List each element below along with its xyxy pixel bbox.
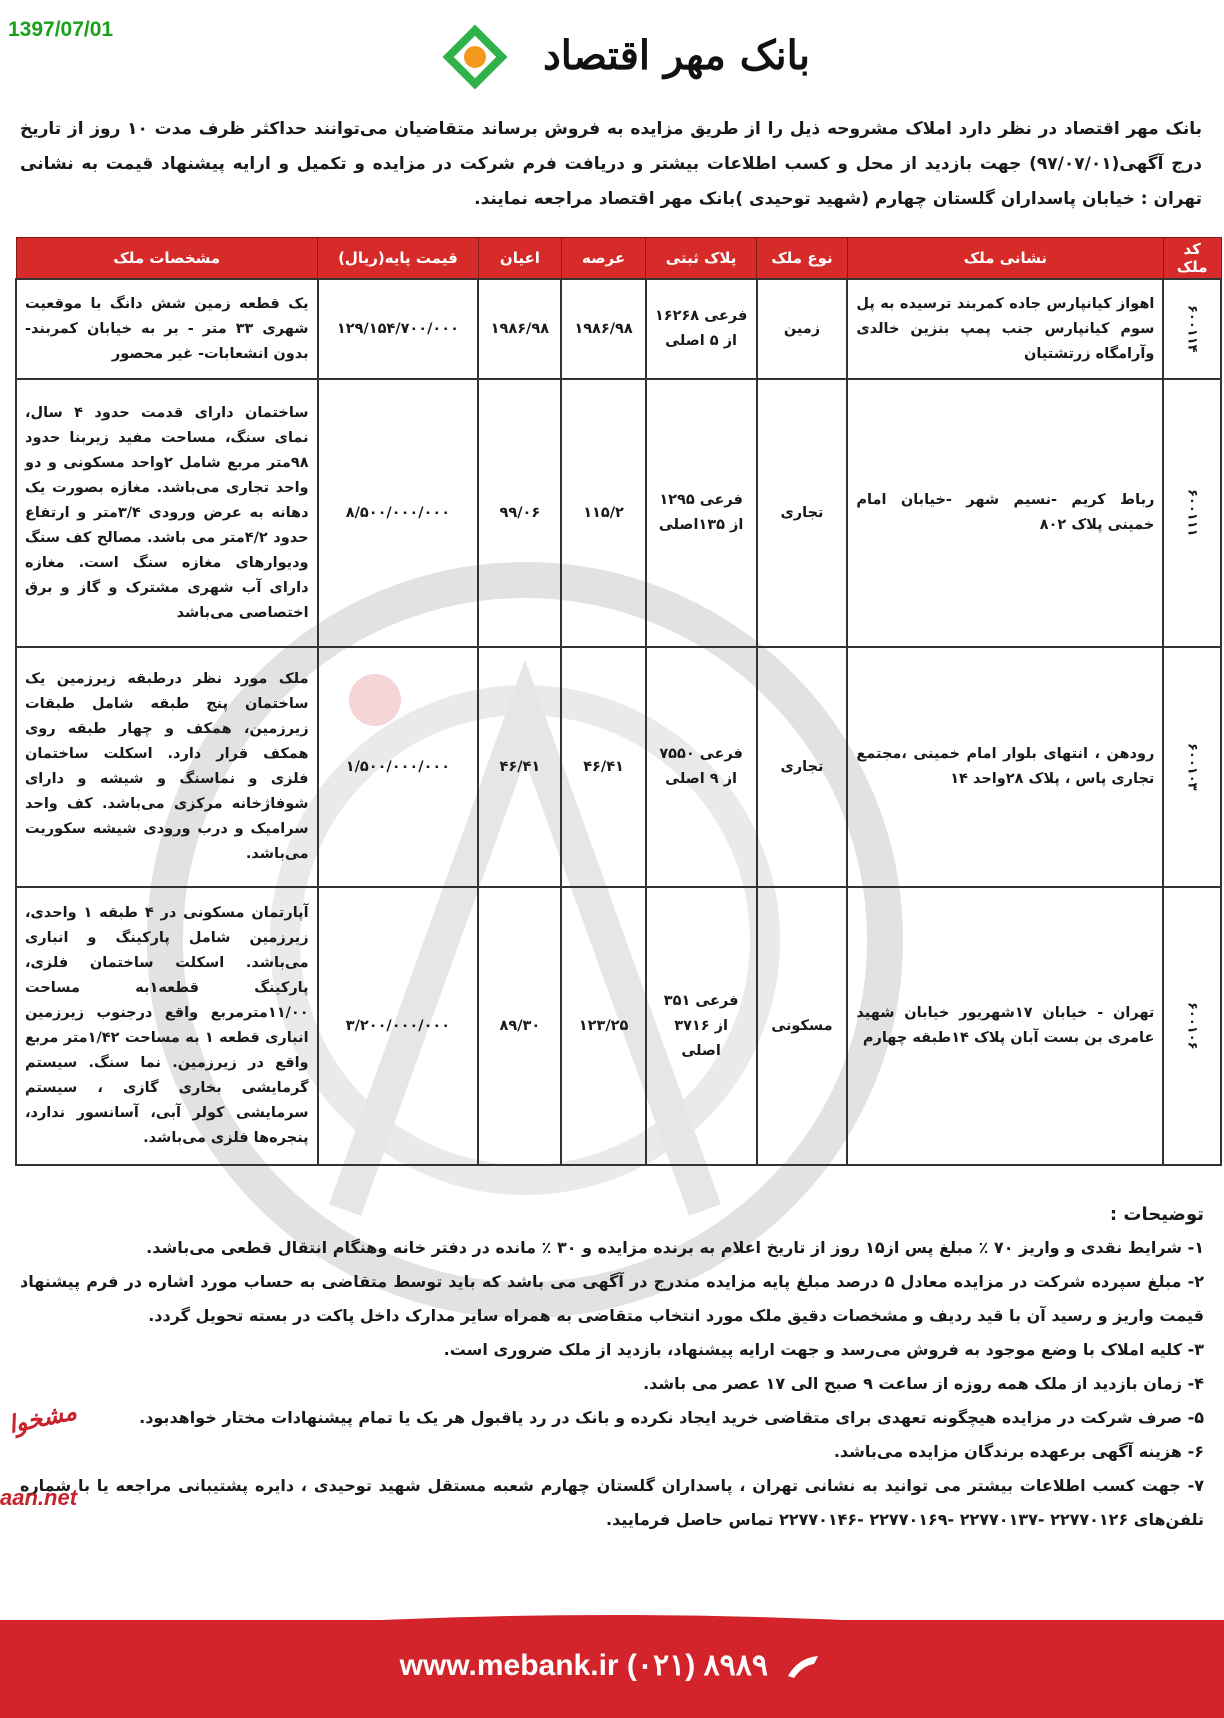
source-brand: aan.net <box>0 1485 78 1510</box>
publish-date: 1397/07/01 <box>8 18 114 41</box>
cell-type: تجاری <box>757 379 848 647</box>
header-price: قیمت پایه(ریال) <box>318 238 479 280</box>
cell-code: ۶۰۰۱۱۱ <box>1163 379 1221 647</box>
cell-building: ۴۶/۴۱ <box>478 647 561 887</box>
cell-address: رباط کریم -نسیم شهر -خیابان امام خمینی پلاک ۸۰۲ <box>847 379 1163 647</box>
source-script: مشخوا <box>5 1396 80 1439</box>
cell-code: ۶۰۰۱۰۶ <box>1163 887 1221 1165</box>
bank-emblem-icon <box>440 22 510 92</box>
table-row <box>16 647 1221 887</box>
footer-contact <box>0 1648 1224 1683</box>
table-row <box>16 887 1221 1165</box>
intro-paragraph: بانک مهر اقتصاد در نظر دارد املاک مشروحه ذیل را از طریق مزایده به فروش برساند متقاضیان می‌توانند حداکثر ظرف مدت ۱۰ روز از تاریخ درج آگهی(۹۷/۰۷/۰۱) جهت بازدید از محل و کسب اطلاعات بیشتر و دریافت فرم شرکت در مزایده و تکمیل و ارایه پیشنهاد قیمت به نشانی تهران : خیابان پاسداران گلستان چهارم (شهید توحیدی )بانک مهر اقتصاد مراجعه نمایند. <box>20 119 1202 209</box>
pen-icon <box>784 1652 824 1682</box>
cell-area: ۱۹۸۶/۹۸ <box>561 279 645 379</box>
header-building: اعیان <box>478 238 561 280</box>
header-code: کد ملک <box>1163 238 1221 280</box>
note-item: ۵- صرف شرکت در مزایده هیچگونه تعهدی برای متقاضی خرید ایجاد نکرده و بانک در رد یاقبول هر یک یا تمام پیشنهادات مختار خواهدبود. <box>139 1408 1204 1427</box>
cell-address: اهواز کیانپارس جاده کمربند ترسیده به پل سوم کیانپارس جنب پمپ بنزین خالدی وآرامگاه زرتشتیان <box>847 279 1163 379</box>
header-plate: پلاک ثبتی <box>646 238 757 280</box>
cell-desc: ملک مورد نظر درطبقه زیرزمین یک ساختمان پنج طبقه شامل طبقات زیرزمین، همکف و چهار طبقه روی همکف قرار دارد. اسکلت ساختمان فلزی و نماسنگ و شیشه و دارای شوفاژخانه مرکزی می‌باشد. کف واحد سرامیک و درب ورودی شیشه سکوریت می‌باشد. <box>16 647 318 887</box>
cell-desc: ساختمان دارای قدمت حدود ۴ سال، نمای سنگ، مساحت مفید زیربنا حدود ۹۸متر مربع شامل ۲واحد مسکونی و دو واحد تجاری می‌باشد. مغازه بصورت یک دهانه به عرض ورودی ۳/۴متر و ارتفاع حدود ۴/۲متر می باشد. مصالح کف سنگ ودیوارهای مغازه سنگ است. مغازه دارای آب شهری مشترک و گاز و برق اختصاصی می‌باشد <box>16 379 318 647</box>
note-item: ۶- هزینه آگهی برعهده برندگان مزایده می‌باشد. <box>833 1442 1204 1461</box>
notes-section <box>20 1204 1204 1537</box>
cell-address: تهران - خیابان ۱۷شهریور خیابان شهید عامری بن بست آبان پلاک ۱۴طبقه چهارم <box>847 887 1163 1165</box>
note-item: ۳- کلیه املاک با وضع موجود به فروش می‌رسد و جهت ارایه پیشنهاد، بازدید از ملک ضروری است. <box>443 1340 1204 1359</box>
note-item: ۷- جهت کسب اطلاعات بیشتر می توانید به نشانی تهران ، پاسداران گلستان چهارم شعبه مستقل شهید توحیدی ، دایره پشتیبانی مراجعه یا با شماره تلفن‌های ۲۲۷۷۰۱۲۶ -۲۲۷۷۰۱۳۷ -۲۲۷۷۰۱۶۹ -۲۲۷۷۰۱۴۶ تماس حاصل فرمایید. <box>20 1476 1204 1529</box>
source-watermark <box>0 1395 125 1515</box>
cell-desc: آپارتمان مسکونی در ۴ طبقه ۱ واحدی، زیرزمین شامل پارکینگ و انباری می‌باشد. اسکلت ساختمان فلزی، پارکینگ قطعه۱به مساحت ۱۱/۰۰مترمربع واقع درجنوب زیرزمین انباری قطعه ۱ به مساحت ۱/۴۲متر مربع واقع در زیرزمین. نما سنگ. سیستم گرمایشی بخاری گازی ، سیستم سرمایشی کولر آبی، آسانسور ندارد، پنجره‌ها فلزی می‌باشد. <box>16 887 318 1165</box>
header-address: نشانی ملک <box>847 238 1163 280</box>
cell-desc: یک قطعه زمین شش دانگ با موقعیت شهری ۳۳ متر - بر به خیابان کمربند- بدون انشعابات- غیر محصور <box>16 279 318 379</box>
cell-address: رودهن ، انتهای بلوار امام خمینی ،مجتمع تجاری پاس ، پلاک ۲۸واحد ۱۴ <box>847 647 1163 887</box>
note-item: ۱- شرایط نقدی و واریز ۷۰ ٪ مبلغ پس از۱۵ روز از تاریخ اعلام به برنده مزایده و ۳۰ ٪ مانده در دفتر خانه وهنگام انتقال قطعی می‌باشد. <box>146 1238 1204 1257</box>
cell-plate: فرعی ۱۲۹۵ از ۱۳۵اصلی <box>646 379 757 647</box>
header-desc: مشخصات ملک <box>16 238 318 280</box>
cell-price: ۱۲۹/۱۵۴/۷۰۰/۰۰۰ <box>318 279 479 379</box>
cell-plate: فرعی ۳۵۱ از ۳۷۱۶ اصلی <box>646 887 757 1165</box>
property-table <box>15 237 1222 1166</box>
cell-plate: فرعی ۱۶۲۶۸ از ۵ اصلی <box>646 279 757 379</box>
header-type: نوع ملک <box>757 238 848 280</box>
cell-type: تجاری <box>757 647 848 887</box>
cell-building: ۸۹/۳۰ <box>478 887 561 1165</box>
table-header-row <box>16 238 1221 280</box>
footer-contact-text: www.mebank.ir (۰۲۱) ۸۹۸۹ <box>399 1649 769 1682</box>
cell-plate: فرعی ۷۵۵۰ از ۹ اصلی <box>646 647 757 887</box>
cell-building: ۱۹۸۶/۹۸ <box>478 279 561 379</box>
cell-price: ۱/۵۰۰/۰۰۰/۰۰۰ <box>318 647 479 887</box>
cell-price: ۸/۵۰۰/۰۰۰/۰۰۰ <box>318 379 479 647</box>
cell-building: ۹۹/۰۶ <box>478 379 561 647</box>
table-row <box>16 279 1221 379</box>
header-area: عرصه <box>561 238 645 280</box>
note-item: ۲- مبلغ سپرده شرکت در مزایده معادل ۵ درصد مبلغ پایه مزایده مندرج در آگهی می باشد که باید توسط متقاضی به حساب مورد اشاره در فرم پیشنهاد قیمت واریز و رسید آن با قید ردیف و مشخصات دقیق ملک مورد انتخاب متقاضی به همراه سایر مدارک داخل پاکت در بسته تحویل گردد. <box>20 1272 1204 1325</box>
note-item: ۴- زمان بازدید از ملک همه روزه از ساعت ۹ صبح الی ۱۷ عصر می باشد. <box>643 1374 1204 1393</box>
cell-area: ۴۶/۴۱ <box>561 647 645 887</box>
cell-area: ۱۲۳/۲۵ <box>561 887 645 1165</box>
footer-banner <box>0 1620 1224 1718</box>
cell-price: ۳/۲۰۰/۰۰۰/۰۰۰ <box>318 887 479 1165</box>
cell-type: زمین <box>757 279 848 379</box>
cell-code: ۶۰۰۱۱۴ <box>1163 279 1221 379</box>
cell-code: ۶۰۰۱۰۳ <box>1163 647 1221 887</box>
cell-area: ۱۱۵/۲ <box>561 379 645 647</box>
cell-type: مسکونی <box>757 887 848 1165</box>
bank-name: بانک مهر اقتصاد <box>542 32 810 79</box>
bank-logo <box>430 18 810 96</box>
footer-arc-shape <box>0 1590 1224 1650</box>
table-row <box>16 379 1221 647</box>
notes-title: توضیحات : <box>1109 1204 1204 1225</box>
